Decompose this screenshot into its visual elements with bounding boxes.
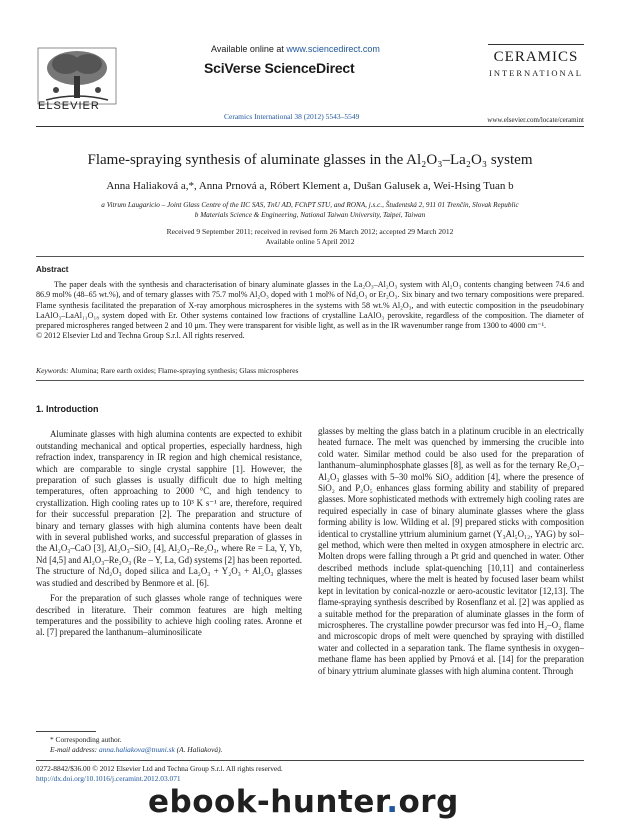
doi-link[interactable]: http://dx.doi.org/10.1016/j.ceramint.2012.03.071: [36, 774, 181, 783]
paragraph: For the preparation of such glasses whole range of techniques were described in literature. Their common features are high melting temperatures and the possibility to achieve high cooling rates. Aronne et al. [7] prepared the lanthanum–aluminosilicate: [36, 593, 302, 638]
journal-url: www.elsevier.com/locate/ceramint: [487, 116, 584, 124]
header-divider: [36, 126, 584, 127]
author-email-link[interactable]: anna.haliakova@tnuni.sk: [99, 745, 175, 754]
platform-name: SciVerse ScienceDirect: [204, 60, 355, 76]
paragraph: glasses by melting the glass batch in a platinum crucible in an electrically heated furnace. The melt was quenched by immersing the crucible into cold water. Similar method could be also used for the preparation of lanthanum–aluminphosphate glasses [8], as well as for the ternary Re₂O₃–Al₂O₃ glasses with 5–30 mol% SiO₂ addition [4], where the presence of SiO₂ and P₂O₅ enhances glass forming ability and stability of prepared glasses. More sophisticated methods with extremely high cooling rates are required especially in case of binary aluminate glasses where the glass forming ability is low. Wilding et al. [9] prepared sticks with composition identical to crystalline yttrium aluminium garnet (Y₃Al₅O₁₂, YAG) by sol–gel method, which were then melted in oxygen atmosphere in electric arc. Molten drops were falling through a Pt grid and quenched in water. Other described methods include splat-quenching [10,11] and containerless melting techniques, where the melt is heated by focused laser beam whilst kept in levitation by conical-nozzle or aero-acoustic levitator [12,13]. The flame-spraying synthesis described by Rosenflanz et al. [2] was applied as a suitable method for the preparation of aluminate glasses in the form of microspheres. The crystalline powder precursor was fed into H₂–O₂ flame and microscopic drops of melt were quenched by spraying with distilled water and collected in a separation tank. The flame synthesis in oxygen–methane flame has been applied by Prnová et al. [14] for the preparation of binary yttrium aluminate glasses with high alumina content. Through: [318, 426, 584, 676]
paragraph: Aluminate glasses with high alumina contents are expected to exhibit outstanding mechanical and optical properties, especially hardness, high refraction index, transparency in IR region and high chemical resistance, which are comparable to single crystal sapphire [1]. However, the preparation of such glasses is usually difficult due to high melting temperatures, often approaching to 2000 °C, and high tendency to crystallization. High cooling rates up to 10³ K s⁻¹ are, therefore, required for their successful preparation [2]. The preparation and structure of binary and ternary glasses with high alumina contents have been dealt with in several published works, and successful preparation of glasses in the Al₂O₃–CaO [3], Al₂O₃–SiO₂ [4], Al₂O₃–Re₂O₃, where Re = La, Y, Yb, Nd [4,5] and Al₂O₃–Re₂O₃ (Re – Y, La, Gd) systems [2] has been reported. The structure of Nd₂O₃ doped silica and La₂O₃ + Y₂O₃ + Al₂O₃ glasses was studied and described by Benmore et al. [6].: [36, 429, 302, 588]
abstract-text: The paper deals with the synthesis and characterisation of binary aluminate glasses in the La₂O₃–Al₂O₃ system with Al₂O₃ contents changing between 74.6 and 86.9 mol% (48–65 wt.%), and of ternary glasses with 75.7 mol% Al₂O₃ doped with 1 mol% of Nd₂O₃ or Er₂O₃. Six binary and two ternary compositions were prepared. Flame synthesis facilitated the preparation of X-ray amorphous microspheres in the systems with 58 wt.% Al₂O₃, and with eutectic composition in the pseudobinary LaAlO₃–LaAl₁₁O₁₈ system doped with Er. Other systems contained low fractions of crystalline LaAlO₃ perovskite, regardless of the composition. The diameter of prepared microspheres ranged between 2 and 10 μm. They were transparent for visible light, as well as in the IR wavenumber range from 1300 to 4000 cm⁻¹. © 2012 Elsevier Ltd and Techna Group S.r.l. All rights reserved.: [36, 280, 584, 341]
site-watermark: ebook-hunter.org: [148, 784, 459, 820]
author-list: Anna Haliaková a,*, Anna Prnová a, Róbert Klement a, Dušan Galusek a, Wei-Hsing Tuan b: [106, 180, 514, 192]
available-online-line: Available online at www.sciencedirect.com: [211, 44, 380, 54]
affiliation-a: a Vitrum Laugaricio – Joint Glass Centre of the IIC SAS, TnU AD, FChPT STU, and RONA, j.s.c., Študentská 2, 911 01 Trenčín, Slovak Republic: [101, 201, 519, 209]
article-title: Flame-spraying synthesis of aluminate glasses in the Al₂O₃–La₂O₃ system: [87, 152, 533, 168]
abstract-divider-top: [36, 256, 584, 257]
abstract-divider-bottom: [36, 380, 584, 381]
affiliation-b: b Materials Science & Engineering, National Taiwan University, Taipei, Taiwan: [194, 211, 426, 219]
body-column-left: [36, 404, 302, 639]
abstract-heading: Abstract: [36, 265, 69, 274]
publisher-name: ELSEVIER: [38, 100, 100, 112]
journal-header: [36, 40, 584, 122]
received-dates: Received 9 September 2011; received in revised form 26 March 2012; accepted 29 March 2012: [166, 227, 454, 236]
corresponding-author-note: * Corresponding author.: [50, 735, 122, 744]
body-column-right: [318, 426, 584, 677]
email-note: E-mail address: anna.haliakova@tnuni.sk (A. Haliaková).: [50, 745, 223, 754]
footnote-divider: [36, 731, 96, 732]
keywords: Keywords: Alumina; Rare earth oxides; Flame-spraying synthesis; Glass microspheres: [36, 366, 299, 375]
section-heading: 1. Introduction: [36, 404, 99, 414]
abstract-copyright: © 2012 Elsevier Ltd and Techna Group S.r.l. All rights reserved.: [36, 331, 245, 341]
copyright-line: 0272-8842/$36.00 © 2012 Elsevier Ltd and Techna Group S.r.l. All rights reserved.: [36, 764, 283, 773]
journal-reference-link[interactable]: Ceramics International 38 (2012) 5543–5549: [224, 112, 360, 121]
footer-divider: [36, 760, 584, 761]
sciencedirect-link[interactable]: www.sciencedirect.com: [286, 44, 380, 54]
journal-logo: CERAMICS INTERNATIONAL: [488, 44, 584, 78]
available-online-date: Available online 5 April 2012: [265, 237, 355, 246]
